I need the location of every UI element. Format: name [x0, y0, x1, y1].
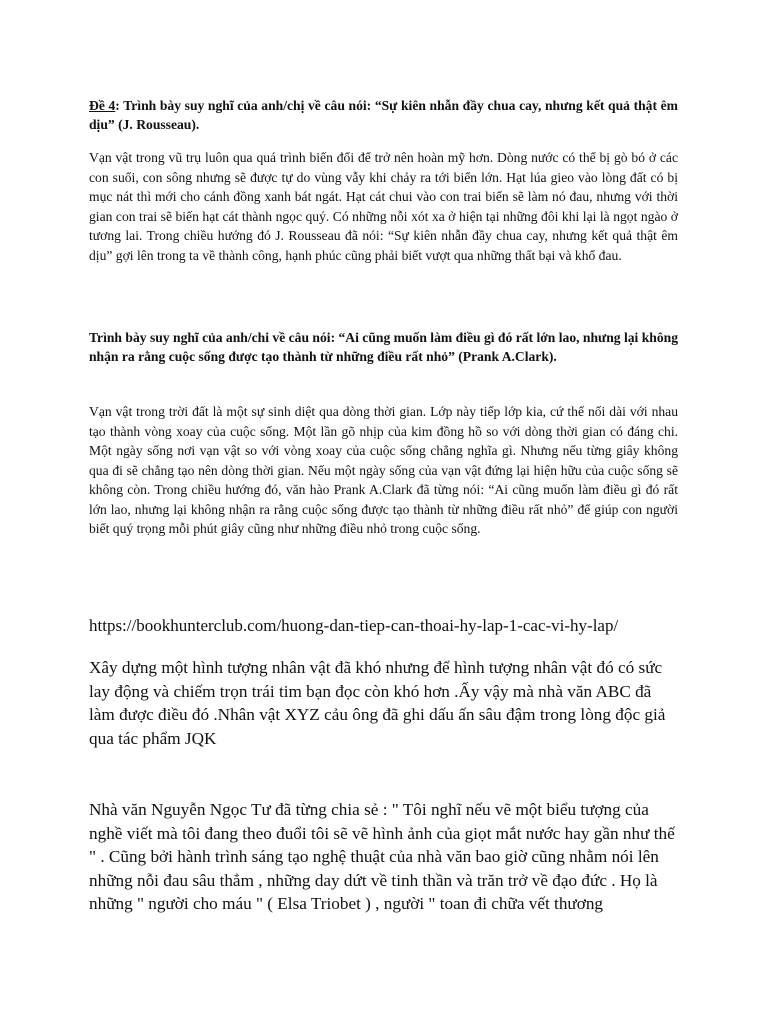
- paragraph-3: Xây dựng một hình tượng nhân vật đã khó nhưng để hình tượng nhân vật đó có sức lay động và chiếm trọn trái tim bạn đọc còn khó hơn .Ấy vậy mà nhà văn ABC đã làm được điều đó .Nhân vật XYZ cảu ông đã ghi dấu ấn sâu đậm trong lòng độc giả qua tác phẩm JQK: [89, 658, 666, 748]
- section-1-body-block: [89, 148, 678, 265]
- section-2-heading: Trình bày suy nghĩ của anh/chi về câu nói: “Ai cũng muốn làm điều gì đó rất lớn lao, nhưng lại không nhận ra rằng cuộc sống được tạo thành từ những điều rất nhỏ” (Prank A.Clark).: [89, 330, 678, 364]
- url-block: [89, 615, 678, 637]
- section-1-paragraph: Vạn vật trong vũ trụ luôn qua quá trình biến đổi để trở nên hoàn mỹ hơn. Dòng nước có thể bị gò bó ở các con suối, con sông nhưng sẽ được tự do vùng vẫy khi chảy ra tới biển lớn. Hạt lúa gieo vào lòng đất có bị mục nát thì mới cho cánh đồng xanh bát ngát. Hạt cát chui vào con trai biển sẽ làm nó đau, nhưng với thời gian con trai sẽ biến hạt cát thành ngọc quý. Có những nỗi xót xa ở hiện tại những đôi khi lại là ngọt ngào ở tương lai. Trong chiều hướng đó J. Rousseau đã nói: “Sự kiên nhẫn đầy chua cay, nhưng kết quả thật êm dịu” gợi lên trong ta về thành công, hạnh phúc cũng phải biết vượt qua những thất bại và khổ đau.: [89, 150, 678, 263]
- source-url[interactable]: https://bookhunterclub.com/huong-dan-tiep-can-thoai-hy-lap-1-cac-vi-hy-lap/: [89, 616, 619, 635]
- section-2-heading-block: [89, 328, 678, 366]
- paragraph-4-block: [89, 798, 678, 916]
- section-1-label: Đề 4: [89, 98, 116, 113]
- section-1-heading: [89, 96, 678, 134]
- section-2-body-block: [89, 402, 678, 539]
- section-2-paragraph: Vạn vật trong trời đất là một sự sinh diệt qua dòng thời gian. Lớp này tiếp lớp kia, cứ thế nối dài với nhau tạo thành vòng xoay của cuộc sống. Một lần gõ nhịp của kim đồng hồ so với dòng thời gian có đáng chi. Một ngày sống nơi vạn vật so với vòng xoay của cuộc sống chẳng nghĩa gì. Nhưng nếu từng giây không qua đi sẽ chẳng tạo nên dòng thời gian. Nếu một ngày sống của vạn vật đứng lại hiện hữu của cuộc sống sẽ không còn. Trong chiều hướng đó, văn hào Prank A.Clark đã từng nói: “Ai cũng muốn làm điều gì đó rất lớn lao, nhưng lại không nhận ra rằng cuộc sống được tạo thành từ những điều rất nhỏ” để giúp con người biết quý trọng mỗi phút giây cũng như những điều nhỏ trong cuộc sống.: [89, 404, 678, 536]
- paragraph-3-block: [89, 656, 678, 750]
- paragraph-4: Nhà văn Nguyễn Ngọc Tư đã từng chia sẻ : " Tôi nghĩ nếu vẽ một biểu tượng của nghề viết mà tôi đang theo đuổi tôi sẽ vẽ hình ảnh của giọt mắt nước hay gần như thế " . Cũng bởi hành trình sáng tạo nghệ thuật của nhà văn bao giờ cũng nhằm nói lên những nỗi đau sâu thẳm , những day dứt về tinh thần và trăn trở về đạo đức . Họ là những " người cho máu " ( Elsa Triobet ) , người " toan đi chữa vết thương: [89, 800, 675, 913]
- section-1-heading-block: [89, 96, 678, 134]
- section-1-title: : Trình bày suy nghĩ của anh/chị về câu nói: “Sự kiên nhẫn đầy chua cay, nhưng kết quả thật êm dịu” (J. Rousseau).: [89, 98, 678, 132]
